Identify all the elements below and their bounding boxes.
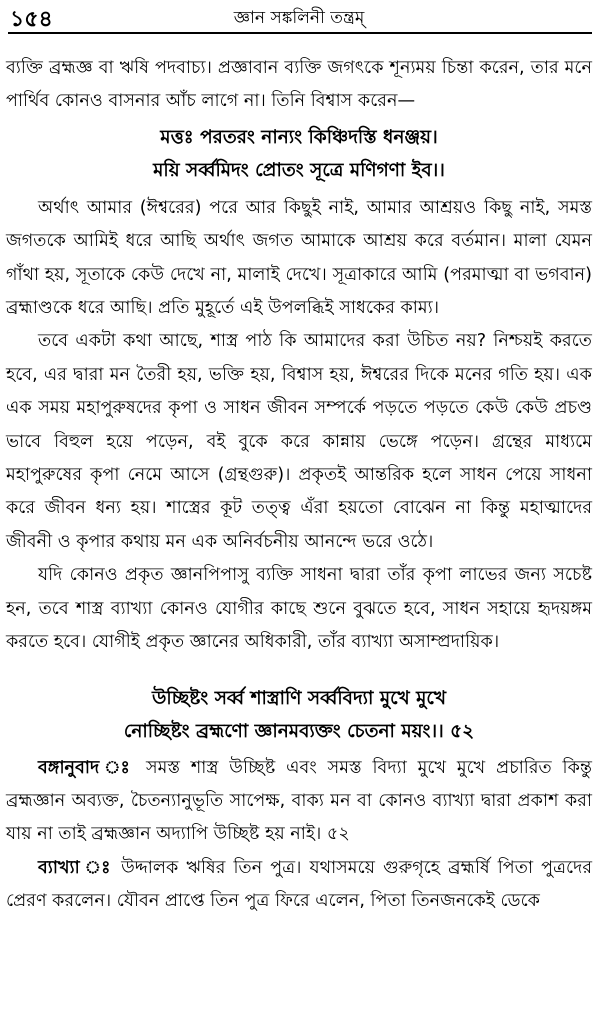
paragraph-1: ব্যক্তি ব্রহ্মজ্ঞ বা ঋষি পদবাচ্য। প্রজ্ঞাবান ব্যক্তি জগৎকে শূন্যময় চিন্তা করেন, তার মনে পার্থিব কোনও বাসনার আঁচ লাগে না। তিনি বিশ্বাস করেন— bbox=[6, 58, 592, 112]
paragraph-3: তবে একটা কথা আছে, শাস্ত্র পাঠ কি আমাদের করা উচিত নয়? নিশ্চয়ই করতে হবে, এর দ্বারা মন তৈরী হয়, ভক্তি হয়, বিশ্বাস হয়, ঈশ্বরের দিকে মনের গতি হয়। এক এক সময় মহাপুরুষদের কৃপা ও সাধন জীবন সম্পর্কে পড়তে পড়তে কেউ কেউ প্রচণ্ড ভাবে বিহুল হয়ে পড়েন, বই বুকে করে কান্নায় ভেঙ্গে পড়েন। গ্রন্থের মাধ্যমে মহাপুরুষের কৃপা নেমে আসে (গ্রন্থগুরু)। প্রকৃতই আন্তরিক হলে সাধন পেয়ে সাধনা করে জীবন ধন্য হয়। শাস্ত্রের কূট তত্ত্ব এঁরা হয়তো বোঝেন না কিন্তু মহাত্মাদের জীবনী ও কৃপার কথায় মন এক অনির্বচনীয় আনন্দে ভরে ওঠে। bbox=[6, 331, 592, 552]
running-title: জ্ঞান সঙ্কলিনী তন্ত্রম্ bbox=[233, 8, 365, 28]
verse-block-1 bbox=[6, 121, 592, 187]
verse-1-line-2: ময়ি সর্ব্বমিদং প্রোতং সূত্রে মণিগণা ইব।। bbox=[153, 159, 445, 181]
translation-text: সমস্ত শাস্ত্র উচ্ছিষ্ট এবং সমস্ত বিদ্যা মুখে মুখে প্রচারিত কিন্তু ব্রহ্মজ্ঞান অব্যক্ত, চৈতন্যানুভূতি সাপেক্ষ, বাক্য মন বা কোনও ব্যাখ্যা দ্বারা প্রকাশ করা যায় না তাই ব্রহ্মজ্ঞান অদ্যাপি উচ্ছিষ্ট হয় নাই। ৫২ bbox=[6, 757, 592, 845]
translation-paragraph bbox=[6, 752, 592, 852]
paragraph-4: যদি কোনও প্রকৃত জ্ঞানপিপাসু ব্যক্তি সাধনা দ্বারা তাঁর কৃপা লাভের জন্য সচেষ্ট হন, তবে শাস্ত্র ব্যাখ্যা কোনও যোগীর কাছে শুনে বুঝতে হবে, সাধন সহায়ে হৃদয়ঙ্গম করতে হবে। যোগীই প্রকৃত জ্ঞানের অধিকারী, তাঁর ব্যাখ্যা অসাম্প্রদায়িক। bbox=[6, 565, 592, 653]
header-rule bbox=[8, 32, 592, 34]
verse-2-line-2: নোচ্ছিষ্টং ব্রহ্মণো জ্ঞানমব্যক্তং চেতনা ময়ং।। ৫২ bbox=[123, 720, 475, 742]
paragraph-2: অর্থাৎ আমার (ঈশ্বরের) পরে আর কিছুই নাই, আমার আশ্রয়ও কিছু নাই, সমস্ত জগতকে আমিই ধরে আছি অর্থাৎ জগত আমাকে আশ্রয় করে বর্তমান। মালা যেমন গাঁথা হয়, সূতাকে কেউ দেখে না, মালাই দেখে। সূত্রাকারে আমি (পরমাত্মা বা ভগবান) ব্রহ্মাণ্ডকে ধরে আছি। প্রতি মুহূর্তে এই উপলব্ধিই সাধকের কাম্য। bbox=[6, 197, 592, 319]
verse-2-line-1: উচ্ছিষ্টং সর্ব্ব শাস্ত্রাণি সর্ব্ববিদ্যা মুখে মুখে bbox=[152, 687, 446, 709]
verse-block-2 bbox=[6, 682, 592, 748]
page-number: ১৫৪ bbox=[10, 7, 53, 32]
verse-1-line-1: মত্তঃ পরতরং নান্যং কিঞ্চিদস্তি ধনঞ্জয়। bbox=[160, 126, 438, 148]
page-header bbox=[6, 0, 592, 34]
explanation-paragraph bbox=[6, 852, 592, 919]
page-body bbox=[6, 34, 592, 919]
translation-label: বঙ্গানুবাদ ঃ bbox=[38, 757, 136, 778]
explanation-label: ব্যাখ্যা ঃ bbox=[38, 857, 113, 878]
explanation-text: উদ্দালক ঋষির তিন পুত্র। যথাসময়ে গুরুগৃহে ব্রহ্মর্ষি পিতা পুত্রদের প্রেরণ করলেন। যৌবন প্রাপ্তে তিন পুত্র ফিরে এলেন, পিতা তিনজনকেই ডেকে bbox=[6, 857, 592, 912]
